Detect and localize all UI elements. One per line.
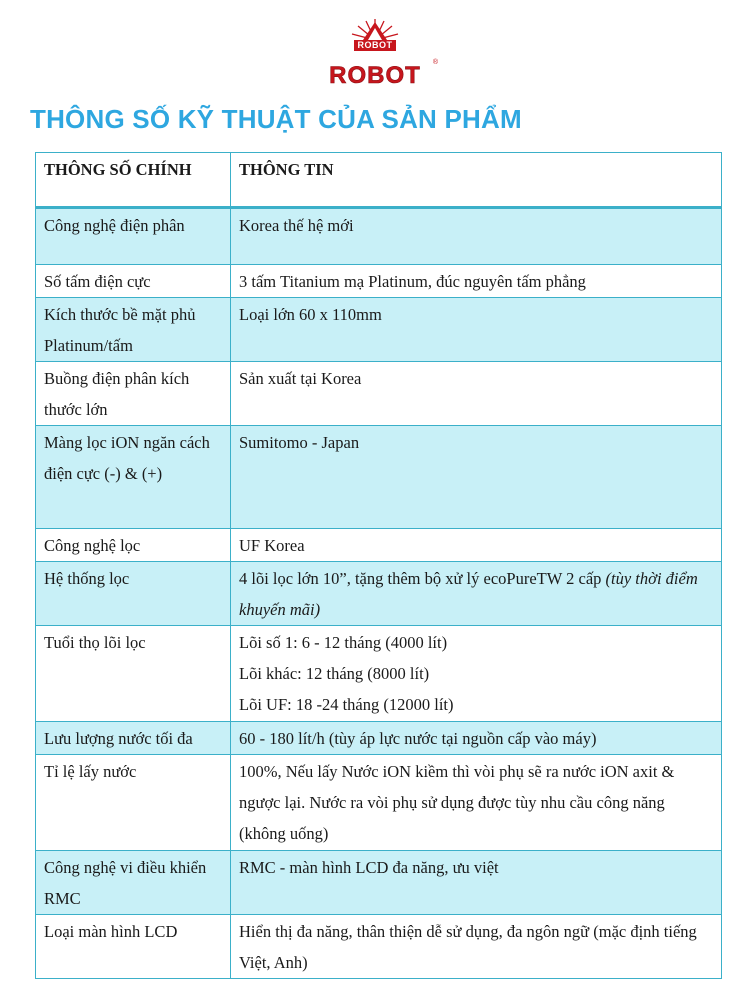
row-label: Kích thước bề mặt phủ Platinum/tấm	[36, 298, 231, 362]
sunburst-logo-icon	[349, 18, 401, 58]
row-value: 100%, Nếu lấy Nước iON kiềm thì vòi phụ sẽ ra nước iON axit & ngược lại. Nước ra vòi phụ sử dụng được tùy nhu cầu công năng (không uống)	[231, 755, 722, 851]
page-title: THÔNG SỐ KỸ THUẬT CỦA SẢN PHẨM	[30, 104, 522, 134]
row-label: Công nghệ lọc	[36, 529, 231, 562]
table-row	[36, 626, 722, 722]
table-row	[36, 722, 722, 755]
row-label: Công nghệ vi điều khiển RMC	[36, 851, 231, 915]
table-row	[36, 915, 722, 979]
row-value: Sumitomo - Japan	[231, 426, 722, 529]
table-row	[36, 426, 722, 529]
row-value: Loại lớn 60 x 110mm	[231, 298, 722, 362]
row-value: 60 - 180 lít/h (tùy áp lực nước tại nguồn cấp vào máy)	[231, 722, 722, 755]
row-label: Tuổi thọ lõi lọc	[36, 626, 231, 722]
row-label: Buồng điện phân kích thước lớn	[36, 362, 231, 426]
row-label: Màng lọc iON ngăn cách điện cực (-) & (+)	[36, 426, 231, 529]
header-main-spec: THÔNG SỐ CHÍNH	[36, 153, 231, 208]
table-row	[36, 562, 722, 626]
logo-main-text: ROBOT	[329, 62, 421, 89]
row-label: Loại màn hình LCD	[36, 915, 231, 979]
row-label: Công nghệ điện phân	[36, 208, 231, 265]
header-info: THÔNG TIN	[231, 153, 722, 208]
filter-life-line: Lõi UF: 18 -24 tháng (12000 lít)	[239, 695, 454, 714]
row-value: Korea thế hệ mới	[231, 208, 722, 265]
table-row	[36, 265, 722, 298]
spec-table	[35, 152, 722, 979]
row-value: UF Korea	[231, 529, 722, 562]
registered-mark: ®	[432, 59, 438, 66]
row-value: Hiển thị đa năng, thân thiện dễ sử dụng, đa ngôn ngữ (mặc định tiếng Việt, Anh)	[231, 915, 722, 979]
logo-small-text: ROBOT	[354, 40, 396, 51]
table-row	[36, 362, 722, 426]
table-row	[36, 208, 722, 265]
row-value	[231, 626, 722, 722]
filter-life-line: Lõi số 1: 6 - 12 tháng (4000 lít)	[239, 633, 448, 652]
row-value: 3 tấm Titanium mạ Platinum, đúc nguyên tấm phẳng	[231, 265, 722, 298]
filter-system-text: 4 lõi lọc lớn 10”, tặng thêm bộ xử lý ecoPureTW 2 cấp	[239, 569, 606, 588]
table-row	[36, 851, 722, 915]
row-value: Sản xuất tại Korea	[231, 362, 722, 426]
promo-note: (tùy thời điểm khuyến mãi)	[239, 569, 698, 619]
row-label: Lưu lượng nước tối đa	[36, 722, 231, 755]
row-label: Hệ thống lọc	[36, 562, 231, 626]
row-value	[231, 562, 722, 626]
table-header-row	[36, 153, 722, 208]
row-label: Tỉ lệ lấy nước	[36, 755, 231, 851]
robot-logo	[310, 18, 440, 90]
filter-life-line: Lõi khác: 12 tháng (8000 lít)	[239, 664, 430, 683]
table-row	[36, 529, 722, 562]
table-row	[36, 755, 722, 851]
row-value: RMC - màn hình LCD đa năng, ưu việt	[231, 851, 722, 915]
row-label: Số tấm điện cực	[36, 265, 231, 298]
table-row	[36, 298, 722, 362]
